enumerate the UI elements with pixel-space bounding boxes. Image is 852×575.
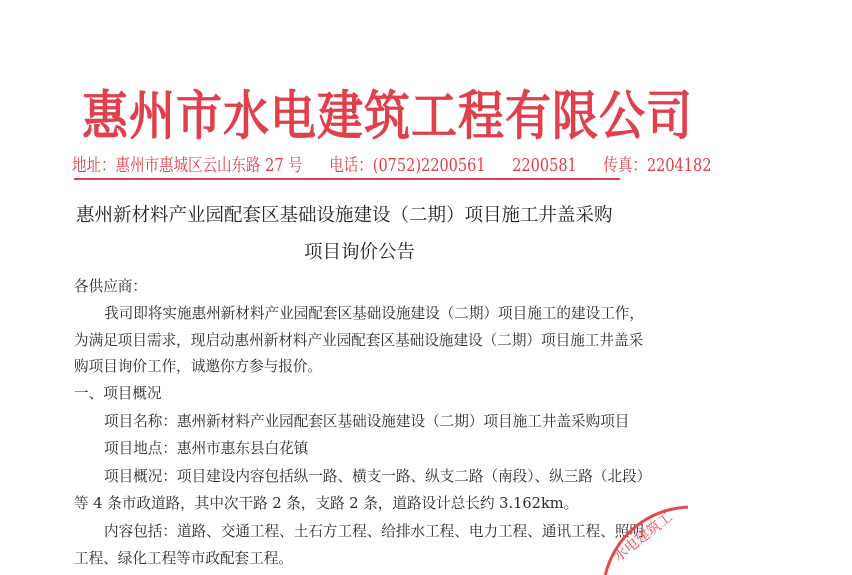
project-location: 项目地点：惠州市惠东县白花镇 <box>104 440 309 457</box>
phone-secondary: 2200581 <box>512 156 577 176</box>
seal-lettering: 水电建筑工 <box>610 509 676 566</box>
project-overview: 等 4 条市政道路，其中次干路 2 条，支路 2 条，道路设计总长约 3.162km。 <box>74 495 579 512</box>
salutation: 各供应商： <box>74 278 147 295</box>
company-seal-stamp <box>596 500 688 575</box>
project-content: 内容包括：道路、交通工程、土石方工程、给排水工程、电力工程、通讯工程、照明 <box>104 523 644 540</box>
document-title: 惠州新材料产业园配套区基础设施建设（二期）项目施工井盖采购 <box>76 205 613 226</box>
intro-line: 为满足项目需求，现启动惠州新材料产业园配套区基础设施建设（二期）项目施工井盖采 <box>74 332 644 349</box>
intro-line: 我司即将实施惠州新材料产业园配套区基础设施建设（二期）项目施工的建设工作， <box>104 305 644 322</box>
company-name-letterhead: 惠州市水电建筑工程有限公司 <box>82 84 693 147</box>
phone: 电话：(0752)2200561 <box>329 156 486 176</box>
fax: 传真：2204182 <box>603 156 712 176</box>
contact-line <box>72 152 711 177</box>
project-content: 工程、绿化工程等市政配套工程。 <box>74 550 293 567</box>
section-heading: 一、项目概况 <box>74 385 162 402</box>
address: 地址：惠州市惠城区云山东路 27 号 <box>72 156 303 176</box>
project-overview: 项目概况：项目建设内容包括纵一路、横支一路、纵支二路（南段）、纵三路（北段） <box>104 468 652 485</box>
document-subtitle: 项目询价公告 <box>304 242 416 263</box>
letterhead-divider <box>74 178 620 180</box>
intro-line: 购项目询价工作，诚邀你方参与报价。 <box>74 358 323 375</box>
project-name: 项目名称：惠州新材料产业园配套区基础设施建设（二期）项目施工井盖采购项目 <box>104 413 630 430</box>
